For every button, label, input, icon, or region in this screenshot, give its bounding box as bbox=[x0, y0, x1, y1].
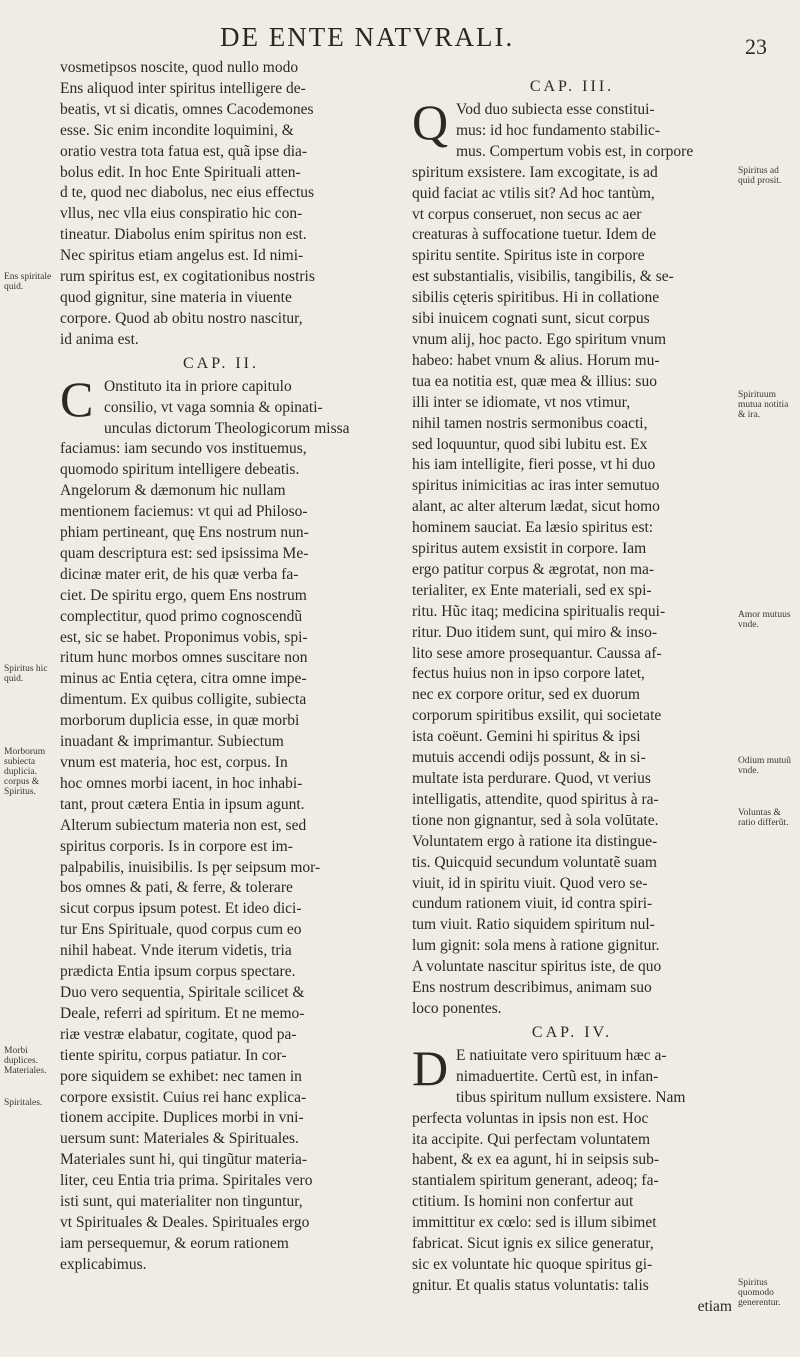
text-line: intelligatis, attendite, quod spiritus à ra- bbox=[412, 790, 659, 808]
text-line: bolus edit. In hoc Ente Spirituali atten- bbox=[60, 163, 301, 181]
text-line: explicabimus. bbox=[60, 1255, 147, 1273]
text-line: tant, prout cætera Entia in ipsum agunt. bbox=[60, 795, 305, 813]
text-line: riæ vestræ elabatur, cogitate, quod pa- bbox=[60, 1025, 297, 1043]
chapter-2-body bbox=[60, 370, 382, 1276]
text-line: mutuis accendi odijs possunt, & in si- bbox=[412, 749, 646, 767]
text-line: esse. Sic enim incondite loquimini, & bbox=[60, 121, 294, 139]
text-line: vt Spirituales & Deales. Spirituales ergo bbox=[60, 1213, 310, 1231]
text-line: tum viuit. Ratio siquidem spiritum nul- bbox=[412, 916, 655, 934]
text-line: vnum alij, hoc pacto. Ego spiritum vnum bbox=[412, 330, 666, 348]
text-line: est substantialis, visibilis, tangibilis, & se- bbox=[412, 268, 674, 286]
chapter-3-dropcap: Q bbox=[412, 94, 449, 150]
margin-note-amor-mutuus: Amor mutuus vnde. bbox=[738, 610, 791, 630]
paragraph-spirit-not-devil bbox=[60, 58, 382, 351]
text-line: mus. Compertum vobis est, in corpore bbox=[456, 142, 694, 160]
text-line: palpabilis, inuisibilis. Is pęr seipsum mor- bbox=[60, 858, 321, 876]
text-line: sic ex voluntate hic quoque spiritus gi- bbox=[412, 1255, 653, 1273]
text-line: vosmetipsos noscite, quod nullo modo bbox=[60, 59, 299, 76]
text-line: Angelorum & dæmonum hic nullam bbox=[60, 482, 286, 500]
text-line: Onstituto ita in priore capitulo bbox=[104, 377, 292, 395]
chapter-4-dropcap: D bbox=[412, 1039, 449, 1096]
catchword: etiam bbox=[697, 1297, 732, 1315]
text-line: bos omnes & pati, & ferre, & tolerare bbox=[60, 879, 293, 897]
text-line: spiritus corporis. Is in corpore est im- bbox=[60, 837, 293, 855]
chapter-2-heading: CAP. II. bbox=[182, 354, 259, 372]
text-line: spiritum exsistere. Iam excogitate, is ad bbox=[412, 163, 658, 181]
text-line: dicinæ mater erit, de his quæ verba fa- bbox=[60, 565, 299, 583]
margin-note-morbi-duplices: Morbi duplices. Materiales. bbox=[4, 1046, 47, 1076]
text-line: uersum sunt: Materiales & Spirituales. bbox=[60, 1130, 299, 1148]
text-line: E natiuitate vero spirituum hæc a- bbox=[456, 1046, 667, 1064]
text-line: Deale, referri ad spiritum. Et ne memo- bbox=[60, 1004, 305, 1022]
text-line: tiente spiritu, corpus patiatur. In cor- bbox=[60, 1046, 287, 1064]
margin-note-spiritus-quomodo: Spiritus quomodo generentur. bbox=[738, 1278, 781, 1308]
text-line: tua ea notitia est, quæ mea & illius: suo bbox=[412, 372, 657, 390]
text-line: nec ex corpore oritur, sed ex duorum bbox=[412, 686, 640, 704]
text-line: hoc omnes morbi iacent, in hoc inhabi- bbox=[60, 774, 303, 792]
text-line: Ens nostrum describimus, animam suo bbox=[412, 979, 652, 997]
text-line: unculas dictorum Theologicorum missa bbox=[104, 419, 350, 437]
text-line: ritur. Duo itidem sunt, qui miro & inso- bbox=[412, 623, 657, 641]
text-line: iam persequemur, & eorum rationem bbox=[60, 1234, 289, 1252]
text-line: beatis, vt si dicatis, omnes Cacodemones bbox=[60, 100, 314, 118]
text-line: oratio vestra tota fatua est, quã ipse dia- bbox=[60, 142, 308, 160]
text-line: sibilis cęteris spiritibus. Hi in collatione bbox=[412, 289, 660, 307]
chapter-4-heading: CAP. IV. bbox=[531, 1023, 613, 1041]
text-line: creaturas à suffocatione tuetur. Idem de bbox=[412, 226, 657, 244]
text-line: hominem sauciat. Ea læsio spiritus est: bbox=[412, 519, 654, 537]
text-line: liter, ceu Entia tria prima. Spiritales vero bbox=[60, 1172, 313, 1190]
text-line: minus ac Entia cętera, citra omne impe- bbox=[60, 670, 307, 688]
text-line: pore siquidem se exhibet: nec tamen in bbox=[60, 1067, 302, 1085]
text-line: quod gignitur, sine materia in viuente bbox=[60, 288, 292, 306]
text-line: tis. Quicquid secundum voluntatẽ suam bbox=[412, 853, 657, 871]
text-line: his iam intelligite, fieri posse, vt hi duo bbox=[412, 456, 656, 474]
text-line: quam descriptura est: sed ipsissima Me- bbox=[60, 544, 309, 562]
text-line: habeo: habet vnum & alius. Horum mu- bbox=[412, 351, 660, 369]
text-line: prædicta Entia ipsum corpus spectare. bbox=[60, 963, 296, 981]
text-line: ctitium. Is homini non confertur aut bbox=[412, 1193, 634, 1211]
text-line: quomodo spiritum intelligere debeatis. bbox=[60, 461, 300, 479]
text-line: ritu. Hũc itaq; medicina spiritualis requi- bbox=[412, 602, 666, 620]
text-line: spiritu sentite. Spiritus iste in corpore bbox=[412, 247, 645, 265]
text-line: illi inter se idiomate, vt nos vtimur, bbox=[412, 393, 631, 411]
text-line: spiritus autem exsistit in corpore. Iam bbox=[412, 540, 647, 558]
running-head bbox=[0, 18, 800, 60]
text-line: nihil tamen nostris sermonibus coacti, bbox=[412, 414, 648, 432]
text-line: nimaduertite. Certũ est, in infan- bbox=[456, 1067, 659, 1085]
text-line: immittitur ex cœlo: sed is illum sibimet bbox=[412, 1214, 657, 1232]
text-line: quid faciat ac vtilis sit? Ad hoc tantùm, bbox=[412, 184, 655, 202]
text-line: ritum hunc morbos omnes suscitare non bbox=[60, 649, 308, 667]
chapter-2-dropcap: C bbox=[60, 370, 94, 427]
text-line: tineatur. Diabolus enim spiritus non est. bbox=[60, 226, 307, 244]
text-line: Voluntatem ergo à ratione ita distingue- bbox=[412, 832, 658, 850]
text-line: terialiter, ex Ente materiali, sed ex spi- bbox=[412, 581, 652, 599]
text-line: cundum rationem viuit, id contra spiri- bbox=[412, 895, 653, 913]
text-line: tur Ens Spirituale, quod corpus cum eo bbox=[60, 921, 302, 939]
margin-note-spiritus-ad-quid: Spiritus ad quid prosit. bbox=[738, 166, 782, 186]
margin-note-voluntas-ratio: Voluntas & ratio differũt. bbox=[738, 808, 789, 828]
text-line: tionem accipite. Duplices morbi in vni- bbox=[60, 1109, 304, 1127]
chapter-4-body bbox=[412, 1039, 732, 1318]
text-line: vllus, nec vlla eius conspiratio hic con- bbox=[60, 205, 303, 223]
text-line: corpore. Quod ab obitu nostro nascitur, bbox=[60, 309, 303, 327]
text-line: ciet. De spiritu ergo, quem Ens nostrum bbox=[60, 586, 307, 604]
text-line: tibus spiritum nullum exsistere. Nam bbox=[456, 1088, 686, 1106]
left-column bbox=[60, 58, 382, 1276]
text-line: alant, ac alter alterum lædat, sicut homo bbox=[412, 498, 660, 516]
margin-note-odium-mutuum: Odium mutuũ vnde. bbox=[738, 756, 792, 776]
text-line: sicut corpus ipsum potest. Et ideo dici- bbox=[60, 900, 302, 918]
text-line: multate ista perdurare. Quod, vt verius bbox=[412, 770, 651, 787]
text-line: id anima est. bbox=[60, 330, 139, 348]
text-line: corpore exsistit. Cuius rei hanc explica- bbox=[60, 1088, 307, 1106]
text-line: vnum est materia, hoc est, corpus. In bbox=[60, 754, 288, 771]
chapter-3-heading: CAP. III. bbox=[529, 78, 615, 95]
text-line: isti sunt, qui materialiter non tinguntur, bbox=[60, 1193, 303, 1211]
text-line: A voluntate nascitur spiritus iste, de quo bbox=[412, 958, 662, 976]
page-number: 23 bbox=[745, 34, 767, 59]
text-line: fectus huius non in ipso corpore latet, bbox=[412, 665, 645, 683]
text-line: faciamus: iam secundo vos instituemus, bbox=[60, 440, 307, 458]
text-line: habent, & ex ea agunt, hi in seipsis sub- bbox=[412, 1151, 660, 1169]
text-line: lito sese amore prosequantur. Caussa af- bbox=[412, 644, 662, 662]
text-line: Ens aliquod inter spiritus intelligere de- bbox=[60, 79, 306, 97]
text-line: Duo vero sequentia, Spiritale scilicet & bbox=[60, 983, 305, 1001]
text-line: perfecta voluntas in ipsis non est. Hoc bbox=[412, 1109, 649, 1127]
text-line: sed loquuntur, quod sibi lubitu est. Ex bbox=[412, 435, 648, 453]
text-line: inuadant & imprimantur. Subiectum bbox=[60, 733, 284, 751]
text-line: ita accipite. Qui perfectam voluntatem bbox=[412, 1130, 650, 1148]
margin-note-spiritus-hic: Spiritus hic quid. bbox=[4, 664, 48, 684]
text-line: rum spiritus est, ex cogitationibus nostris bbox=[60, 268, 315, 286]
text-line: fabricat. Sicut ignis ex silice generatur, bbox=[412, 1235, 654, 1253]
text-line: Nec spiritus etiam angelus est. Id nimi- bbox=[60, 247, 304, 265]
text-line: ista coëunt. Gemini hi spiritus & ipsi bbox=[412, 728, 641, 746]
text-line: corporum spiritibus exsilit, qui societate bbox=[412, 707, 662, 725]
text-line: sibi inuicem cognati sunt, sicut corpus bbox=[412, 310, 650, 328]
text-line: spiritus inimicitias ac iras inter semutuo bbox=[412, 477, 660, 495]
text-line: loco ponentes. bbox=[412, 999, 502, 1017]
text-line: stantialem spiritum generant, adeoq; fa- bbox=[412, 1172, 659, 1190]
text-line: Alterum subiectum materia non est, sed bbox=[60, 816, 307, 834]
margin-note-ens-spiritale: Ens spiritale quid. bbox=[4, 272, 52, 292]
text-line: tione non gignantur, sed à sola volūtate. bbox=[412, 811, 659, 829]
margin-note-spirituum-notitia: Spirituum mutua notitia & ira. bbox=[738, 390, 789, 420]
text-line: viuit, id in spiritu viuit. Quod vero se- bbox=[412, 874, 648, 892]
text-line: mentionem faciemus: vt qui ad Philoso- bbox=[60, 503, 308, 521]
text-line: nihil habeat. Vnde iterum videtis, tria bbox=[60, 942, 292, 960]
margin-note-morborum-subiecta: Morborum subiecta duplicia. corpus & Spiritus. bbox=[4, 747, 46, 797]
chapter-3-body bbox=[412, 94, 732, 1020]
text-line: complectitur, quod primo cognoscendũ bbox=[60, 607, 303, 625]
text-line: est, sic se habet. Proponimus vobis, spi- bbox=[60, 628, 308, 646]
text-line: gnitur. Et qualis status voluntatis: talis bbox=[412, 1276, 649, 1294]
text-line: Materiales sunt hi, qui tingũtur materia- bbox=[60, 1151, 308, 1169]
text-line: dimentum. Ex quibus colligite, subiecta bbox=[60, 691, 307, 709]
text-line: d te, quod nec diabolus, nec eius effectus bbox=[60, 184, 315, 202]
running-title: DE ENTE NATVRALI. bbox=[220, 22, 515, 52]
text-line: mus: id hoc fundamento stabilic- bbox=[456, 121, 661, 139]
right-column bbox=[412, 74, 732, 1318]
margin-note-spiritales: Spiritales. bbox=[4, 1098, 43, 1108]
text-line: morborum duplicia esse, in quæ morbi bbox=[60, 712, 300, 730]
text-line: vt corpus conseruet, non secus ac aer bbox=[412, 205, 642, 223]
text-line: ergo patitur corpus & ægrotat, non ma- bbox=[412, 560, 655, 578]
text-line: lum gignit: sola mens à ratione gignitur. bbox=[412, 937, 660, 955]
text-line: Vod duo subiecta esse constitui- bbox=[456, 101, 655, 118]
text-line: phiam pertineant, quę Ens nostrum nun- bbox=[60, 524, 309, 542]
text-line: consilio, vt vaga somnia & opinati- bbox=[104, 398, 323, 416]
